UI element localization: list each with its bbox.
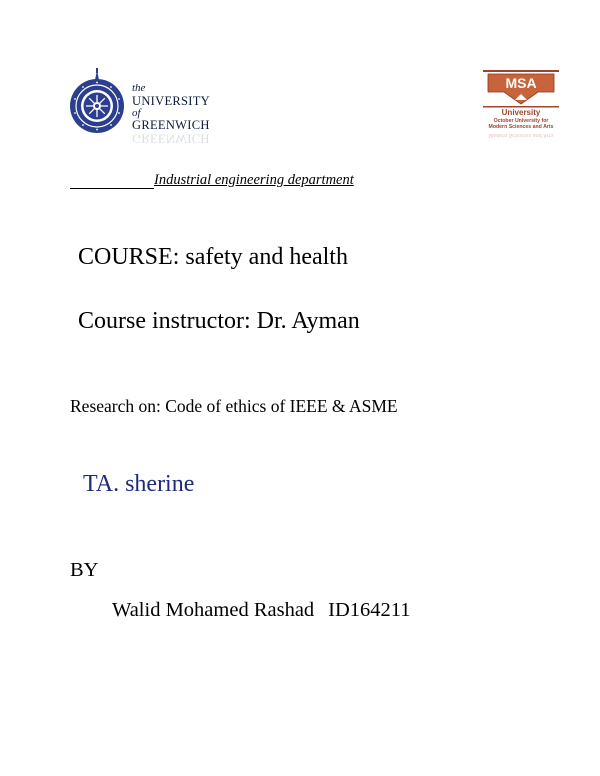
logo-text-greenwich: GREENWICH [132, 118, 210, 132]
logo-text-university: UNIVERSITY [132, 94, 210, 108]
msa-tagline-2: Modern Sciences and Arts [488, 124, 554, 130]
teaching-assistant: TA. sherine [83, 471, 195, 497]
msa-university-text: University [501, 108, 541, 117]
logo-text-of: of [132, 107, 141, 119]
greenwich-seal-icon [66, 68, 128, 136]
greenwich-logo [66, 68, 226, 148]
msa-badge-text: MSA [505, 75, 537, 91]
course-title: COURSE: safety and health [78, 244, 348, 270]
msa-logo [482, 68, 560, 144]
msa-tagline-1: October University for [493, 118, 549, 124]
msa-emblem-icon [482, 68, 560, 108]
student-id: ID164211 [328, 599, 411, 621]
research-topic: Research on: Code of ethics of IEEE & ASME [70, 396, 398, 416]
department-line [70, 172, 354, 189]
by-label: BY [70, 559, 99, 581]
student-name: Walid Mohamed Rashad [112, 599, 315, 621]
student-info [112, 599, 411, 622]
course-instructor: Course instructor: Dr. Ayman [78, 308, 360, 334]
department-underline [70, 173, 154, 189]
department-text: Industrial engineering department [154, 172, 354, 188]
msa-reflection: Modern Sciences and Arts [488, 132, 554, 139]
logo-text-the: the [132, 82, 146, 94]
logo-reflection: GREENWICH [132, 131, 210, 146]
